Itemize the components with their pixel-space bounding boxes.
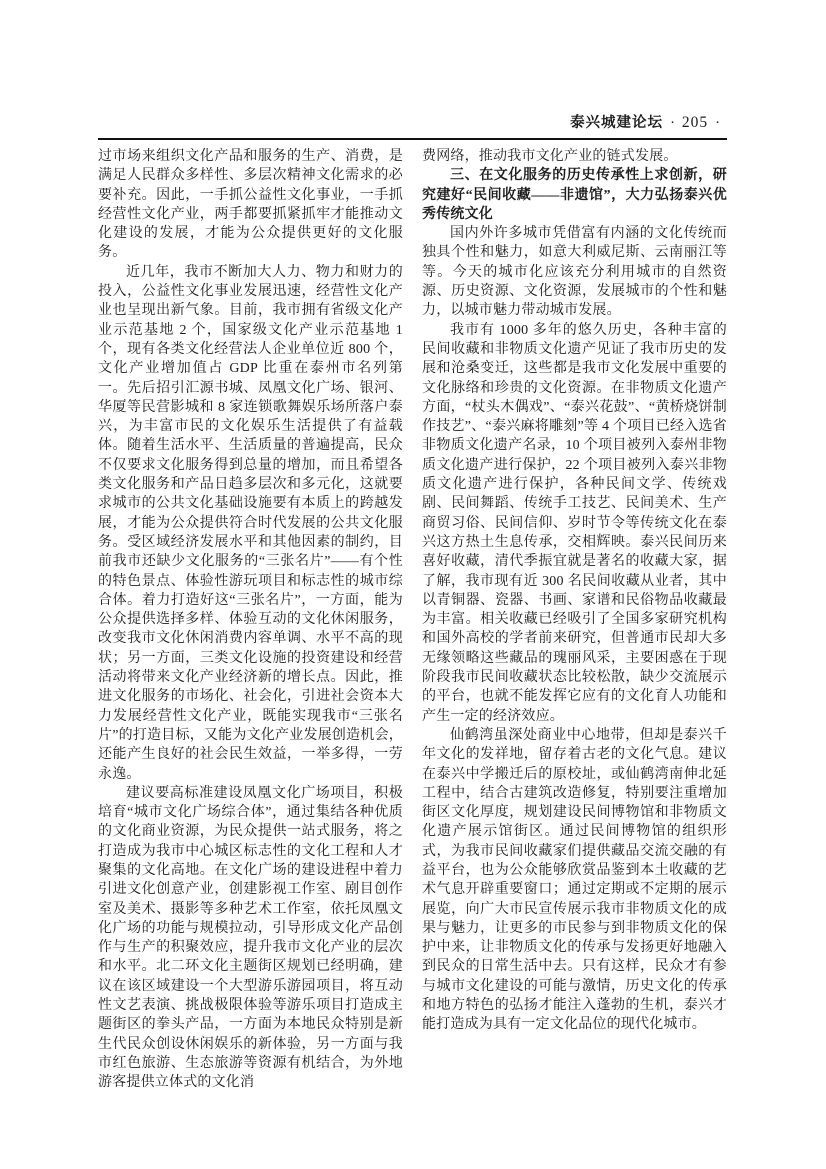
paragraph: 国内外许多城市凭借富有内涵的文化传统而独具个性和魅力，如意大利威尼斯、云南丽江等等。今天的城市化应该充分利用城市的自然资源、历史资源、文化资源，发展城市的个性和魅力，以城市魅力带动城市发展。 [422,226,727,319]
left-column [98,147,403,1093]
right-column [422,147,727,1093]
section-heading: 三、在文化服务的历史传承性上求创新，研究建好“民间收藏——非遗馆”，大力弘扬泰兴优秀传统文化 [422,168,727,222]
paragraph: 近几年，我市不断加大人力、物力和财力的投入，公益性文化事业发展迅速，经营性文化产业也呈现出新气象。目前，我市拥有省级文化产业示范基地 2 个，国家级文化产业示范基地 1 个，现有各类文化经营法人企业单位近 800 个，文化产业增加值占 GDP 比重在泰州市名列第一。先后招引汇源书城、凤凰文化广场、银河、华厦等民营影城和 8 家连锁歌舞娱乐场所落户泰兴，为丰富市民的文化娱乐生活提供了有益载体。随着生活水平、生活质量的普遍提高，民众不仅要求文化服务得到总量的增加，而且希望各类文化服务和产品日趋多层次和多元化，这就要求城市的公共文化基础设施要有本质上的跨越发展，才能为公众提供符合时代发展的公共文化服务。受区域经济发展水平和其他因素的制约，目前我市还缺少文化服务的“三张名片”——有个性的特色景点、体验性游玩项目和标志性的城市综合体。着力打造好这“三张名片”，一方面，能为公众提供选择多样、体验互动的文化休闲服务，改变我市文化休闲消费内容单调、水平不高的现状；另一方面，三类文化设施的投资建设和经营活动将带来文化产业经济新的增长点。因此，推进文化服务的市场化、社会化，引进社会资本大力发展经营性文化产业，既能实现我市“三张名片”的打造目标，又能为文化产业发展创造机会，还能产生良好的社会民生效益，一举多得，一劳永逸。 [98,264,403,782]
header-separator-dot-left: · [670,115,675,131]
paragraph: 费网络，推动我市文化产业的链式发展。 [422,149,678,164]
page-number: 205 [681,114,709,131]
paragraph: 我市有 1000 多年的悠久历史，各种丰富的民间收藏和非物质文化遗产见证了我市历史的发展和沧桑变迁，这些都是我市文化发展中重要的文化脉络和珍贵的文化资源。在非物质文化遗产方面，“杖头木偶戏”、“泰兴花鼓”、“黄桥烧饼制作技艺”、“泰兴麻将雕刻”等 4 个项目已经入选省非物质文化遗产名录，10 个项目被列入泰州非物质文化遗产进行保护，22 个项目被列入泰兴非物质文化遗产进行保护，各种民间文学、传统戏剧、民间舞蹈、传统手工技艺、民间美术、生产商贸习俗、民间信仰、岁时节令等传统文化在泰兴这方热土生息传承，交相辉映。泰兴民间历来喜好收藏，清代季振宜就是著名的收藏大家，据了解，我市现有近 300 名民间收藏从业者，其中以青铜器、瓷器、书画、家谱和民俗物品收藏最为丰富。相关收藏已经吸引了全国多家研究机构和国外高校的学者前来研究，但普通市民却大多无缘领略这些藏品的瑰丽风采，主要困惑在于现阶段我市民间收藏状态比较松散，缺少交流展示的平台，也就不能发挥它应有的文化育人功能和产生一定的经济效应。 [422,322,727,724]
header-separator-dot-right: · [715,115,720,131]
article-body [98,147,727,1093]
header-rule [98,138,727,140]
paragraph: 过市场来组织文化产品和服务的生产、消费，是满足人民群众多样性、多层次精神文化需求的必要补充。因此，一手抓公益性文化事业，一手抓经营性文化产业，两手都要抓紧抓牢才能推动文化建设的发展，才能为公众提供更好的文化服务。 [98,149,403,261]
page-header [98,112,727,134]
journal-title: 泰兴城建论坛 [570,115,664,131]
paragraph: 建议要高标准建设凤凰文化广场项目，积极培育“城市文化广场综合体”，通过集结各种优质的文化商业资源，为民众提供一站式服务，将之打造成为我市中心城区标志性的文化工程和人才聚集的文化高地。在文化广场的建设进程中着力引进文化创意产业，创建影视工作室、剧目创作室及美术、摄影等多种艺术工作室，依托凤凰文化广场的功能与规模拉动，引导形成文化产品创作与生产的积聚效应，提升我市文化产业的层次和水平。北二环文化主题街区规划已经明确，建议在该区域建设一个大型游乐游园项目，将互动性文艺表演、挑战极限体验等游乐项目打造成主题街区的拳头产品，一方面为本地民众特别是新生代民众创设休闲娱乐的新体验，另一方面与我市红色旅游、生态旅游等资源有机结合，为外地游客提供立体式的文化消 [98,785,403,1091]
paragraph: 仙鹤湾虽深处商业中心地带，但却是泰兴千年文化的发祥地，留存着古老的文化气息。建议在泰兴中学搬迁后的原校址，或仙鹤湾南伸北延工程中，结合古建筑改造修复，特别要注重增加街区文化厚度，规划建设民间博物馆和非物质文化遗产展示馆街区。通过民间博物馆的组织形式，为我市民间收藏家们提供藏品交流交融的有益平台，也为公众能够欣赏品鉴到本土收藏的艺术气息开辟重要窗口；通过定期或不定期的展示展览，向广大市民宣传展示我市非物质文化的成果与魅力，让更多的市民参与到非物质文化的保护中来，让非物质文化的传承与发扬更好地融入到民众的日常生活中去。只有这样，民众才有参与城市文化建设的可能与激情，历史文化的传承和地方特色的弘扬才能注入蓬勃的生机，泰兴才能打造成为具有一定文化品位的现代化城市。 [422,727,727,1033]
